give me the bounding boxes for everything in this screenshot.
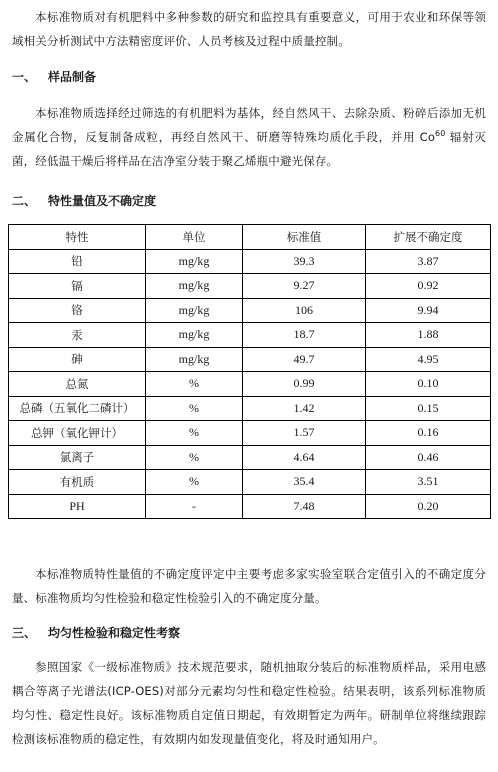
uncertainty-note-paragraph: 本标准物质特性量值的不确定度评定中主要考虑多家实验室联合定值引入的不确定度分量、标准物质均匀性检验和稳定性检验引入的不确定度分量。 bbox=[12, 567, 486, 605]
cell-uncertainty: 0.92 bbox=[366, 274, 491, 299]
table-row bbox=[9, 323, 491, 348]
cell-property: 汞 bbox=[9, 323, 146, 348]
header-property: 特性 bbox=[9, 225, 146, 250]
section-1-text-before: 本标准物质选择经过筛选的有机肥料为基体，经自然风干、去除杂质、粉碎后添加无机金属化合物，反复制备成粒，再经自然风干、研磨等特殊均质化手段，并用 Co bbox=[12, 106, 486, 144]
cell-unit: mg/kg bbox=[146, 274, 243, 299]
cell-unit: % bbox=[146, 445, 243, 470]
section-3-title: 均匀性检验和稳定性考察 bbox=[48, 626, 181, 640]
section-1-number: 一、 bbox=[12, 70, 37, 84]
section-1-title: 样品制备 bbox=[48, 70, 97, 84]
cell-property: 有机质 bbox=[9, 470, 146, 495]
cell-property: 总磷（五氧化二磷计） bbox=[9, 396, 146, 421]
header-expanded-uncertainty: 扩展不确定度 bbox=[366, 225, 491, 250]
cell-standard-value: 4.64 bbox=[243, 445, 366, 470]
table-row bbox=[9, 470, 491, 495]
cell-unit: % bbox=[146, 372, 243, 397]
cell-uncertainty: 9.94 bbox=[366, 298, 491, 323]
cell-uncertainty: 0.20 bbox=[366, 494, 491, 519]
cell-uncertainty: 0.15 bbox=[366, 396, 491, 421]
table-row bbox=[9, 445, 491, 470]
property-values-table bbox=[8, 224, 491, 519]
cell-uncertainty: 0.10 bbox=[366, 372, 491, 397]
isotope-superscript: 60 bbox=[435, 129, 446, 139]
cell-uncertainty: 3.51 bbox=[366, 470, 491, 495]
cell-unit: % bbox=[146, 470, 243, 495]
cell-property: 铬 bbox=[9, 298, 146, 323]
cell-unit: mg/kg bbox=[146, 347, 243, 372]
cell-uncertainty: 1.88 bbox=[366, 323, 491, 348]
cell-standard-value: 18.7 bbox=[243, 323, 366, 348]
cell-property: 总氮 bbox=[9, 372, 146, 397]
cell-uncertainty: 3.87 bbox=[366, 249, 491, 274]
cell-uncertainty: 0.16 bbox=[366, 421, 491, 446]
section-3-heading bbox=[12, 625, 180, 641]
cell-uncertainty: 0.46 bbox=[366, 445, 491, 470]
section-1-paragraph bbox=[12, 101, 486, 173]
table-row bbox=[9, 372, 491, 397]
cell-unit: mg/kg bbox=[146, 323, 243, 348]
cell-standard-value: 49.7 bbox=[243, 347, 366, 372]
table-row bbox=[9, 347, 491, 372]
section-2-number: 二、 bbox=[12, 194, 37, 208]
section-2-heading bbox=[12, 193, 156, 209]
cell-standard-value: 7.48 bbox=[243, 494, 366, 519]
section-1-text-after: 辐射灭菌，经低温干燥后将样品在洁净室分装于聚乙烯瓶中避光保存。 bbox=[12, 130, 486, 168]
cell-standard-value: 1.57 bbox=[243, 421, 366, 446]
cell-unit: % bbox=[146, 396, 243, 421]
cell-standard-value: 0.99 bbox=[243, 372, 366, 397]
cell-uncertainty: 4.95 bbox=[366, 347, 491, 372]
cell-unit: mg/kg bbox=[146, 249, 243, 274]
section-3-paragraph: 参照国家《一级标准物质》技术规范要求，随机抽取分装后的标准物质样品，采用电感耦合等离子光谱法(ICP-OES)对部分元素均匀性和稳定性检验。结果表明，该系列标准物质均匀性、稳定性良好。该标准物质自定值日期起，有效期暂定为两年。研制单位将继续跟踪检测该标准物质的稳定性，有效期内如发现量值变化，将及时通知用户。 bbox=[12, 660, 486, 746]
cell-property: 铅 bbox=[9, 249, 146, 274]
table-row bbox=[9, 249, 491, 274]
cell-unit: - bbox=[146, 494, 243, 519]
section-2-title: 特性量值及不确定度 bbox=[48, 194, 157, 208]
table-row bbox=[9, 494, 491, 519]
intro-paragraph: 本标准物质对有机肥料中多种参数的研究和监控具有重要意义，可用于农业和环保等领域相关分析测试中方法精密度评价、人员考核及过程中质量控制。 bbox=[12, 10, 486, 48]
section-1-heading bbox=[12, 69, 96, 85]
cell-standard-value: 39.3 bbox=[243, 249, 366, 274]
cell-property: PH bbox=[9, 494, 146, 519]
cell-unit: mg/kg bbox=[146, 298, 243, 323]
section-3-number: 三、 bbox=[12, 626, 37, 640]
cell-standard-value: 1.42 bbox=[243, 396, 366, 421]
cell-standard-value: 106 bbox=[243, 298, 366, 323]
header-unit: 单位 bbox=[146, 225, 243, 250]
table-row bbox=[9, 396, 491, 421]
table-row bbox=[9, 421, 491, 446]
header-standard-value: 标准值 bbox=[243, 225, 366, 250]
table-body bbox=[9, 249, 491, 519]
cell-property: 氯离子 bbox=[9, 445, 146, 470]
cell-property: 总钾（氧化钾计） bbox=[9, 421, 146, 446]
cell-property: 砷 bbox=[9, 347, 146, 372]
table-row bbox=[9, 298, 491, 323]
cell-unit: % bbox=[146, 421, 243, 446]
cell-property: 镉 bbox=[9, 274, 146, 299]
table-header-row bbox=[9, 225, 491, 250]
cell-standard-value: 35.4 bbox=[243, 470, 366, 495]
table-row bbox=[9, 274, 491, 299]
cell-standard-value: 9.27 bbox=[243, 274, 366, 299]
